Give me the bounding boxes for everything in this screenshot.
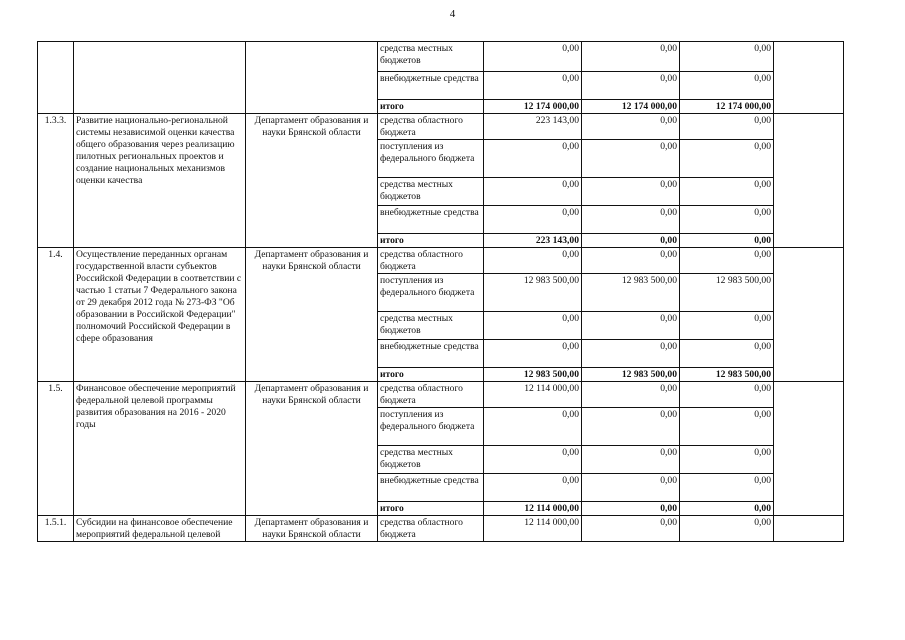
amount-cell: 0,00: [484, 72, 582, 100]
item-name: Финансовое обеспечение мероприятий федеральной целевой программы развития образования на 2016 - 2020 годы: [74, 382, 246, 516]
amount-cell: 0,00: [680, 206, 774, 234]
source-label: внебюджетные средства: [378, 474, 484, 502]
amount-cell: 0,00: [680, 72, 774, 100]
amount-cell: 0,00: [582, 446, 680, 474]
source-label: средства местных бюджетов: [378, 446, 484, 474]
amount-cell: 0,00: [582, 312, 680, 340]
amount-cell: 12 983 500,00: [680, 274, 774, 312]
amount-cell: 0,00: [582, 178, 680, 206]
total-cell: 12 114 000,00: [484, 502, 582, 516]
budget-table: [37, 41, 844, 542]
table-row: [38, 382, 844, 408]
source-label: средства областного бюджета: [378, 114, 484, 140]
total-cell: 12 983 500,00: [680, 368, 774, 382]
amount-cell: 0,00: [680, 248, 774, 274]
amount-cell: 0,00: [582, 474, 680, 502]
amount-cell: 0,00: [582, 516, 680, 542]
amount-cell: 0,00: [680, 408, 774, 446]
source-label: средства местных бюджетов: [378, 312, 484, 340]
amount-cell: 0,00: [484, 340, 582, 368]
source-label: средства местных бюджетов: [378, 42, 484, 72]
amount-cell: 0,00: [484, 312, 582, 340]
amount-cell: 0,00: [680, 42, 774, 72]
item-code: 1.5.1.: [38, 516, 74, 542]
source-label: поступления из федерального бюджета: [378, 408, 484, 446]
amount-cell: 12 983 500,00: [582, 274, 680, 312]
amount-cell: 0,00: [680, 178, 774, 206]
amount-cell: 0,00: [582, 382, 680, 408]
table-row: [38, 516, 844, 542]
amount-cell: 12 114 000,00: [484, 516, 582, 542]
source-label: средства областного бюджета: [378, 382, 484, 408]
item-executor: Департамент образования и науки Брянской области: [246, 248, 378, 382]
amount-cell: 0,00: [484, 42, 582, 72]
item-code: 1.4.: [38, 248, 74, 382]
amount-cell: 0,00: [582, 42, 680, 72]
amount-cell: 12 983 500,00: [484, 274, 582, 312]
amount-cell: 0,00: [582, 248, 680, 274]
total-label: итого: [378, 368, 484, 382]
item-code: 1.5.: [38, 382, 74, 516]
amount-cell: 0,00: [582, 72, 680, 100]
amount-cell: 0,00: [484, 140, 582, 178]
amount-cell: 0,00: [680, 114, 774, 140]
amount-cell: 0,00: [680, 140, 774, 178]
page-number: 4: [449, 8, 456, 20]
amount-cell: 0,00: [582, 206, 680, 234]
total-label: итого: [378, 502, 484, 516]
item-executor: Департамент образования и науки Брянской области: [246, 382, 378, 516]
amount-cell: 0,00: [582, 140, 680, 178]
item-executor: Департамент образования и науки Брянской области: [246, 114, 378, 248]
amount-cell: 0,00: [484, 408, 582, 446]
amount-cell: 0,00: [680, 382, 774, 408]
source-label: внебюджетные средства: [378, 72, 484, 100]
amount-cell: 0,00: [582, 408, 680, 446]
item-code: 1.3.3.: [38, 114, 74, 248]
amount-cell: 223 143,00: [484, 114, 582, 140]
total-cell: 12 983 500,00: [484, 368, 582, 382]
source-label: внебюджетные средства: [378, 340, 484, 368]
source-label: средства местных бюджетов: [378, 178, 484, 206]
amount-cell: 0,00: [680, 446, 774, 474]
item-name: Субсидии на финансовое обеспечение мероприятий федеральной целевой: [74, 516, 246, 542]
amount-cell: 0,00: [680, 516, 774, 542]
total-cell: 0,00: [582, 502, 680, 516]
table-row: [38, 42, 844, 72]
amount-cell: 0,00: [484, 248, 582, 274]
source-label: средства областного бюджета: [378, 248, 484, 274]
amount-cell: 0,00: [582, 340, 680, 368]
amount-cell: 0,00: [484, 178, 582, 206]
table-row: [38, 248, 844, 274]
source-label: внебюджетные средства: [378, 206, 484, 234]
total-cell: 0,00: [680, 234, 774, 248]
amount-cell: 0,00: [484, 206, 582, 234]
table-row: [38, 114, 844, 140]
total-cell: 12 983 500,00: [582, 368, 680, 382]
amount-cell: 0,00: [680, 312, 774, 340]
total-cell: 0,00: [582, 234, 680, 248]
source-label: поступления из федерального бюджета: [378, 274, 484, 312]
total-cell: 12 174 000,00: [484, 100, 582, 114]
total-cell: 12 174 000,00: [680, 100, 774, 114]
amount-cell: 0,00: [680, 340, 774, 368]
amount-cell: 0,00: [582, 114, 680, 140]
item-name: Развитие национально-региональной системы независимой оценки качества общего образования через реализацию пилотных региональных проектов и создание национальных механизмов оценки качества: [74, 114, 246, 248]
amount-cell: 12 114 000,00: [484, 382, 582, 408]
total-cell: 0,00: [680, 502, 774, 516]
amount-cell: 0,00: [484, 446, 582, 474]
total-cell: 12 174 000,00: [582, 100, 680, 114]
item-name: Осуществление переданных органам государственной власти субъектов Российской Федерации в соответствии с частью 1 статьи 7 Федерального закона от 29 декабря 2012 года № 273-ФЗ "Об образовании в Российской Федерации" полномочий Российской Федерации в сфере образования: [74, 248, 246, 382]
source-label: средства областного бюджета: [378, 516, 484, 542]
total-label: итого: [378, 100, 484, 114]
total-label: итого: [378, 234, 484, 248]
amount-cell: 0,00: [484, 474, 582, 502]
item-executor: Департамент образования и науки Брянской области: [246, 516, 378, 542]
amount-cell: 0,00: [680, 474, 774, 502]
total-cell: 223 143,00: [484, 234, 582, 248]
source-label: поступления из федерального бюджета: [378, 140, 484, 178]
